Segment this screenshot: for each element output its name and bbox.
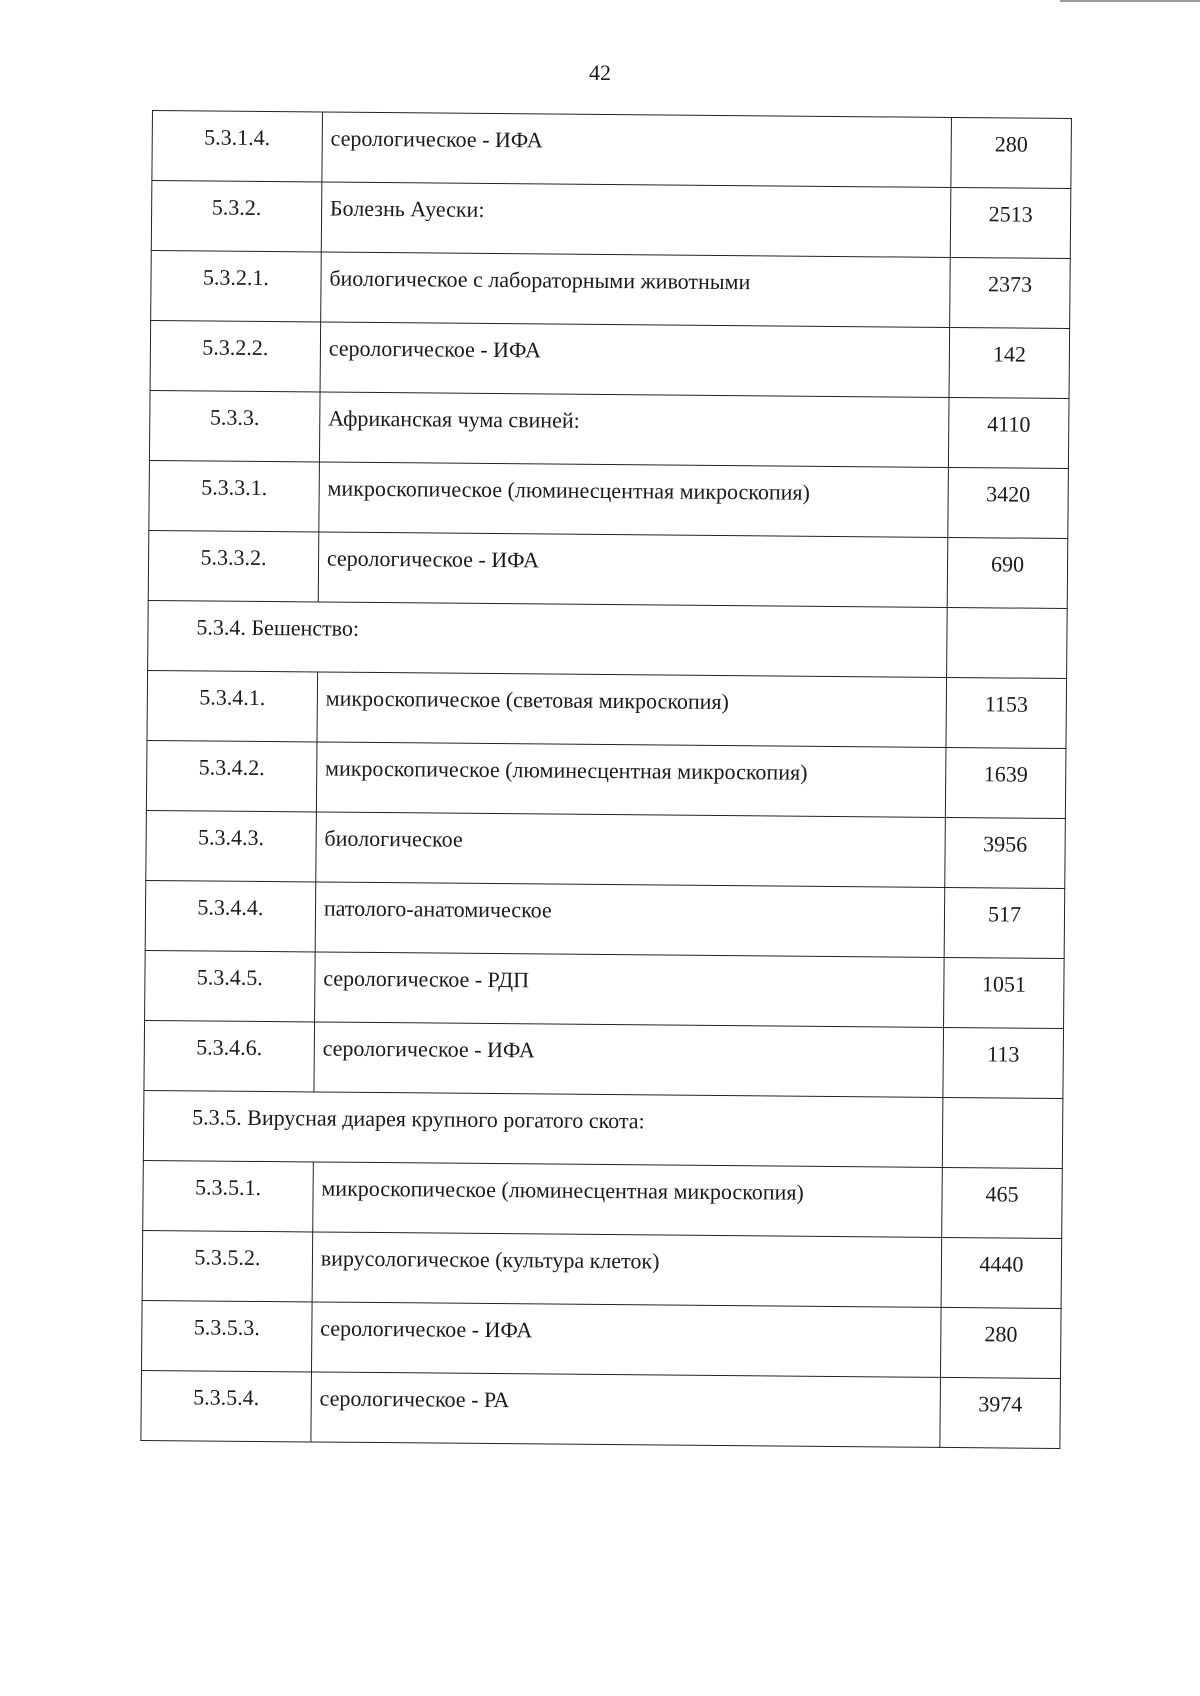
item-description: серологическое - ИФА — [314, 1022, 944, 1097]
item-price: 3974 — [940, 1377, 1061, 1448]
table-row — [145, 950, 1065, 1028]
item-price: 2513 — [950, 187, 1071, 258]
item-description: патолого-анатомическое — [315, 882, 945, 957]
item-description: микроскопическое (люминесцентная микроскопия) — [319, 462, 949, 537]
item-code: 5.3.3.1. — [149, 460, 319, 531]
table-row — [141, 1370, 1061, 1448]
item-code: 5.3.3. — [149, 390, 319, 461]
section-row — [143, 1090, 1063, 1168]
table-row — [148, 530, 1068, 608]
item-code: 5.3.2.2. — [150, 320, 320, 391]
item-code: 5.3.4.1. — [147, 670, 317, 741]
item-code: 5.3.2. — [151, 181, 321, 252]
item-price: 690 — [947, 537, 1068, 608]
table-row — [149, 390, 1069, 468]
table-row — [144, 1020, 1064, 1098]
item-price — [942, 1097, 1063, 1168]
item-description: серологическое - ИФА — [318, 532, 948, 607]
section-row — [148, 600, 1068, 678]
item-price: 3956 — [945, 817, 1066, 888]
item-description: серологическое - РДП — [314, 952, 944, 1027]
item-description: биологическое с лабораторными животными — [321, 252, 951, 327]
page-number: 42 — [589, 60, 611, 85]
item-price: 113 — [943, 1027, 1064, 1098]
table-row — [151, 250, 1071, 328]
item-description: серологическое - РА — [311, 1372, 941, 1447]
table-row — [146, 740, 1066, 818]
item-description: серологическое - ИФА — [311, 1302, 941, 1377]
item-code: 5.3.5.3. — [142, 1300, 312, 1371]
item-description: микроскопическое (люминесцентная микроскопия) — [313, 1162, 943, 1237]
item-code: 5.3.2.1. — [151, 250, 321, 321]
section-title: 5.3.4. Бешенство: — [148, 600, 948, 677]
item-price: 1051 — [944, 957, 1065, 1028]
item-code: 5.3.5.4. — [141, 1370, 311, 1441]
table-row — [151, 181, 1071, 259]
item-price: 2373 — [950, 257, 1071, 328]
item-code: 5.3.4.2. — [146, 740, 316, 811]
item-code: 5.3.4.4. — [145, 880, 315, 951]
table-row — [152, 111, 1072, 189]
item-code: 5.3.3.2. — [148, 530, 318, 601]
item-code: 5.3.5.1. — [143, 1160, 313, 1231]
item-price: 1153 — [946, 677, 1067, 748]
item-price: 4110 — [948, 397, 1069, 468]
price-table — [140, 110, 1072, 1449]
item-price: 280 — [951, 117, 1072, 188]
table-row — [142, 1300, 1062, 1378]
table-row — [147, 670, 1067, 748]
table-row — [150, 320, 1070, 398]
table-row — [142, 1230, 1062, 1308]
item-description: Африканская чума свиней: — [319, 392, 949, 467]
item-price — [947, 607, 1068, 678]
table-row — [145, 880, 1065, 958]
item-price: 142 — [949, 327, 1070, 398]
item-description: вирусологическое (культура клеток) — [312, 1232, 942, 1307]
table-row — [143, 1160, 1063, 1238]
table-row — [146, 810, 1066, 888]
item-code: 5.3.4.6. — [144, 1020, 314, 1091]
item-price: 1639 — [945, 747, 1066, 818]
item-description: микроскопическое (люминесцентная микроскопия) — [316, 742, 946, 817]
section-title: 5.3.5. Вирусная диарея крупного рогатого скота: — [143, 1090, 943, 1167]
item-description: Болезнь Ауески: — [321, 182, 951, 257]
item-price: 465 — [942, 1167, 1063, 1238]
price-table-body — [141, 111, 1072, 1449]
item-code: 5.3.4.3. — [146, 810, 316, 881]
item-price: 517 — [944, 887, 1065, 958]
table-row — [149, 460, 1069, 538]
item-description: микроскопическое (световая микроскопия) — [317, 672, 947, 747]
item-code: 5.3.4.5. — [145, 950, 315, 1021]
item-price: 4440 — [941, 1237, 1062, 1308]
item-description: биологическое — [316, 812, 946, 887]
item-price: 280 — [941, 1307, 1062, 1378]
item-code: 5.3.1.4. — [152, 111, 322, 182]
scan-edge-rule — [1060, 0, 1200, 2]
item-description: серологическое - ИФА — [322, 112, 952, 187]
item-code: 5.3.5.2. — [142, 1230, 312, 1301]
item-price: 3420 — [948, 467, 1069, 538]
item-description: серологическое - ИФА — [320, 322, 950, 397]
